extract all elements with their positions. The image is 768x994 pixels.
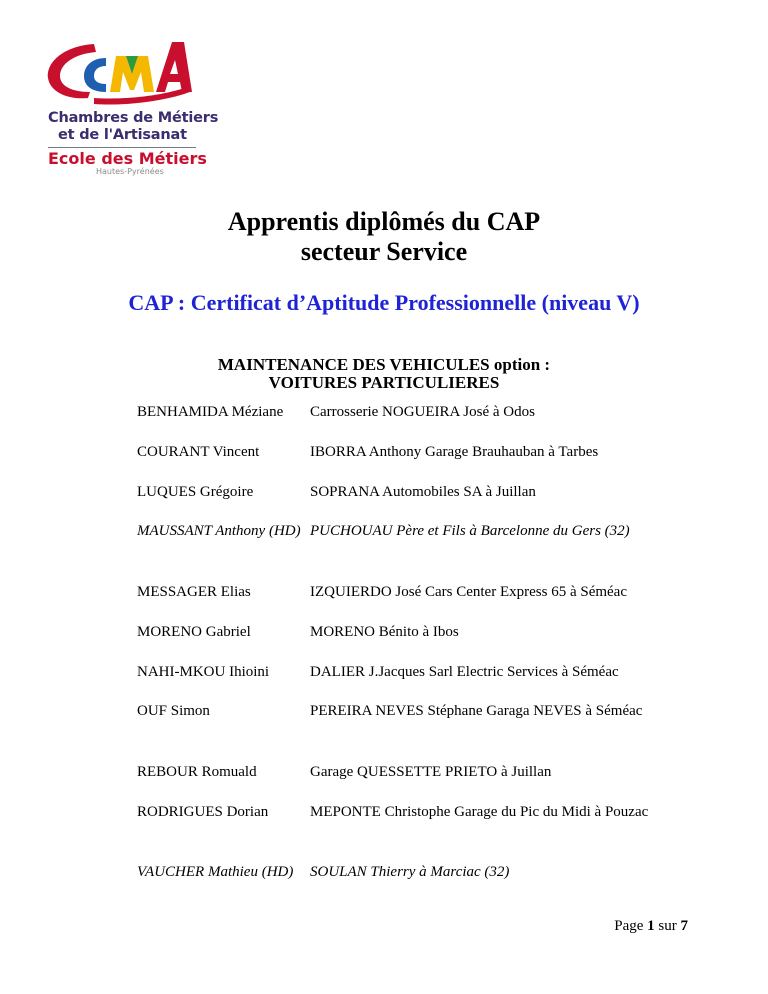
apprentice-name: BENHAMIDA Méziane [137,404,284,420]
logo-divider [48,147,196,148]
employer-name: MORENO Bénito à Ibos [310,624,459,640]
logo-text-ecole: Ecole des Métiers [48,149,207,168]
apprentice-name: LUQUES Grégoire [137,484,254,500]
employer-name: Carrosserie NOGUEIRA José à Odos [310,404,535,420]
apprentice-name: MESSAGER Elias [137,584,251,600]
page-title-line1: Apprentis diplômés du CAP [227,207,541,236]
employer-name: PUCHOUAU Père et Fils à Barcelonne du Gers (32) [310,523,630,539]
cma-logo-mark [44,36,194,108]
employer-name: SOPRANA Automobiles SA à Juillan [310,484,536,500]
page-number-total: 7 [680,918,688,934]
apprentice-name: COURANT Vincent [137,444,260,460]
page-title-line2: secteur Service [300,237,468,266]
logo-text-chambres: Chambres de Métiers [48,110,219,126]
logo-text-region: Hautes-Pyrénées [96,167,164,176]
page-number-current: 1 [647,918,655,934]
apprentice-name: RODRIGUES Dorian [137,804,269,820]
employer-name: IZQUIERDO José Cars Center Express 65 à Séméac [310,584,627,600]
employer-name: Garage QUESSETTE PRIETO à Juillan [310,764,552,780]
employer-name: IBORRA Anthony Garage Brauhauban à Tarbes [310,444,599,460]
apprentice-name: MAUSSANT Anthony (HD) [137,523,301,539]
employer-name: DALIER J.Jacques Sarl Electric Services à Séméac [310,664,619,680]
apprentice-name: NAHI-MKOU Ihioini [137,664,270,680]
apprentice-name: REBOUR Romuald [137,764,257,780]
section-heading-line2: VOITURES PARTICULIERES [268,373,500,392]
section-heading-line1: MAINTENANCE DES VEHICULES option : [217,355,551,374]
page-number-middle: sur [658,918,677,934]
employer-name: MEPONTE Christophe Garage du Pic du Midi à Pouzac [310,804,649,820]
page-subtitle: CAP : Certificat d’Aptitude Professionnelle (niveau V) [128,290,640,315]
employer-name: SOULAN Thierry à Marciac (32) [310,864,510,880]
page-number-prefix: Page [614,918,644,934]
cma-logo [44,36,219,176]
employer-name: PEREIRA NEVES Stéphane Garaga NEVES à Séméac [310,703,643,719]
page-number [614,918,688,935]
logo-text-artisanat: et de l'Artisanat [58,127,187,143]
apprentice-name: MORENO Gabriel [137,624,251,640]
apprentice-name: VAUCHER Mathieu (HD) [137,864,294,880]
apprentice-name: OUF Simon [137,703,210,719]
